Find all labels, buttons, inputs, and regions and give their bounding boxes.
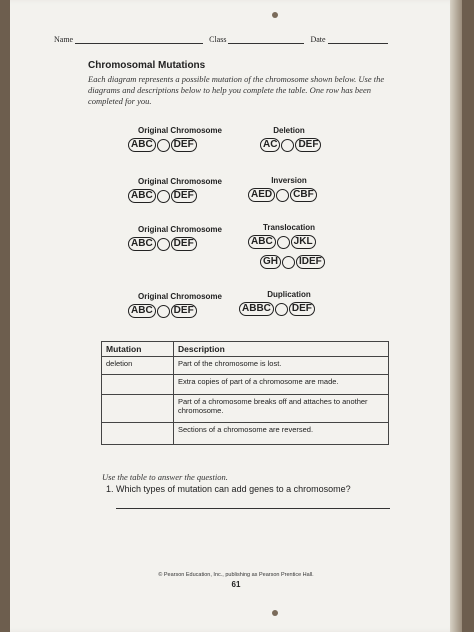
centromere <box>282 256 295 269</box>
page-number: 61 <box>231 580 241 589</box>
class-label: Class <box>209 35 227 44</box>
chromosome-arm-right: DEF <box>171 237 197 251</box>
description-cell: Sections of a chromosome are reversed. <box>174 423 389 445</box>
centromere <box>157 190 170 203</box>
chromosome-arm-right: DEF <box>295 138 321 152</box>
mutation-cell-blank[interactable] <box>102 375 174 395</box>
table-row <box>102 423 389 445</box>
deletion-label: Deletion <box>273 126 305 135</box>
centromere <box>275 303 288 316</box>
table-row <box>102 357 389 375</box>
chromosome-arm-right: DEF <box>171 138 197 152</box>
original-label-4: Original Chromosome <box>137 292 222 301</box>
question-intro: Use the table to answer the question. <box>102 472 228 482</box>
worksheet-page <box>10 0 462 632</box>
binder-rivet <box>272 610 278 616</box>
table-row <box>102 375 389 395</box>
chromosome-arm-right: IDEF <box>296 255 325 269</box>
chromosome-arm-left: AED <box>248 188 275 202</box>
mutation-cell-blank[interactable] <box>102 395 174 423</box>
original-label-1: Original Chromosome <box>137 126 222 135</box>
chromosome-arm-left: ABBC <box>239 302 274 316</box>
date-line[interactable] <box>328 34 388 44</box>
description-cell: Part of the chromosome is lost. <box>174 357 389 375</box>
mutation-cell: deletion <box>102 357 174 375</box>
centromere <box>277 236 290 249</box>
original-chromosome-1 <box>128 138 197 152</box>
chromosome-arm-right: DEF <box>171 304 197 318</box>
centromere <box>157 305 170 318</box>
name-label: Name <box>54 35 74 44</box>
page-title: Chromosomal Mutations <box>88 60 206 71</box>
question-1: 1. Which types of mutation can add genes to a chromosome? <box>106 484 351 494</box>
table-row <box>102 395 389 423</box>
description-cell: Extra copies of part of a chromosome are made. <box>174 375 389 395</box>
duplication-chromosome <box>239 302 315 316</box>
column-header-description: Description <box>174 342 389 357</box>
original-label-3: Original Chromosome <box>137 225 222 234</box>
column-header-mutation: Mutation <box>102 342 174 357</box>
chromosome-arm-left: GH <box>260 255 281 269</box>
original-chromosome-3 <box>128 237 197 251</box>
translocation-chromosome-top <box>248 235 316 249</box>
translocation-label: Translocation <box>262 223 315 232</box>
deletion-chromosome <box>260 138 321 152</box>
chromosome-arm-left: ABC <box>128 189 156 203</box>
table-header-row <box>102 342 389 357</box>
chromosome-arm-right: CBF <box>290 188 317 202</box>
description-cell: Part of a chromosome breaks off and attaches to another chromosome. <box>174 395 389 423</box>
chromosome-arm-right: DEF <box>171 189 197 203</box>
centromere <box>157 238 170 251</box>
chromosome-arm-left: ABC <box>128 237 156 251</box>
class-line[interactable] <box>228 34 304 44</box>
chromosome-arm-left: ABC <box>128 304 156 318</box>
header <box>54 34 388 44</box>
intro-text: Each diagram represents a possible mutation of the chromosome shown below. Use the diagrams and descriptions below to help you complete the table. One row has been completed for you. <box>88 74 385 106</box>
mutation-cell-blank[interactable] <box>102 423 174 445</box>
chromosome-arm-left: ABC <box>248 235 276 249</box>
chromosome-arm-left: ABC <box>128 138 156 152</box>
chromosome-arm-right: DEF <box>289 302 315 316</box>
answer-line-1[interactable] <box>116 508 390 509</box>
translocation-chromosome-bottom <box>260 255 325 269</box>
inversion-label: Inversion <box>271 176 307 185</box>
centromere <box>276 189 289 202</box>
centromere <box>157 139 170 152</box>
centromere <box>281 139 294 152</box>
original-chromosome-2 <box>128 189 197 203</box>
inversion-chromosome <box>248 188 317 202</box>
copyright-footer: © Pearson Education, Inc., publishing as Pearson Prentice Hall. <box>158 572 314 578</box>
date-label: Date <box>310 35 326 44</box>
chromosome-arm-right: JKL <box>291 235 316 249</box>
binder-rivet <box>272 12 278 18</box>
page-edge-shadow <box>450 0 462 632</box>
mutation-table <box>101 341 389 445</box>
chromosome-arm-left: AC <box>260 138 280 152</box>
original-label-2: Original Chromosome <box>137 177 222 186</box>
duplication-label: Duplication <box>267 290 311 299</box>
original-chromosome-4 <box>128 304 197 318</box>
name-line[interactable] <box>75 34 203 44</box>
